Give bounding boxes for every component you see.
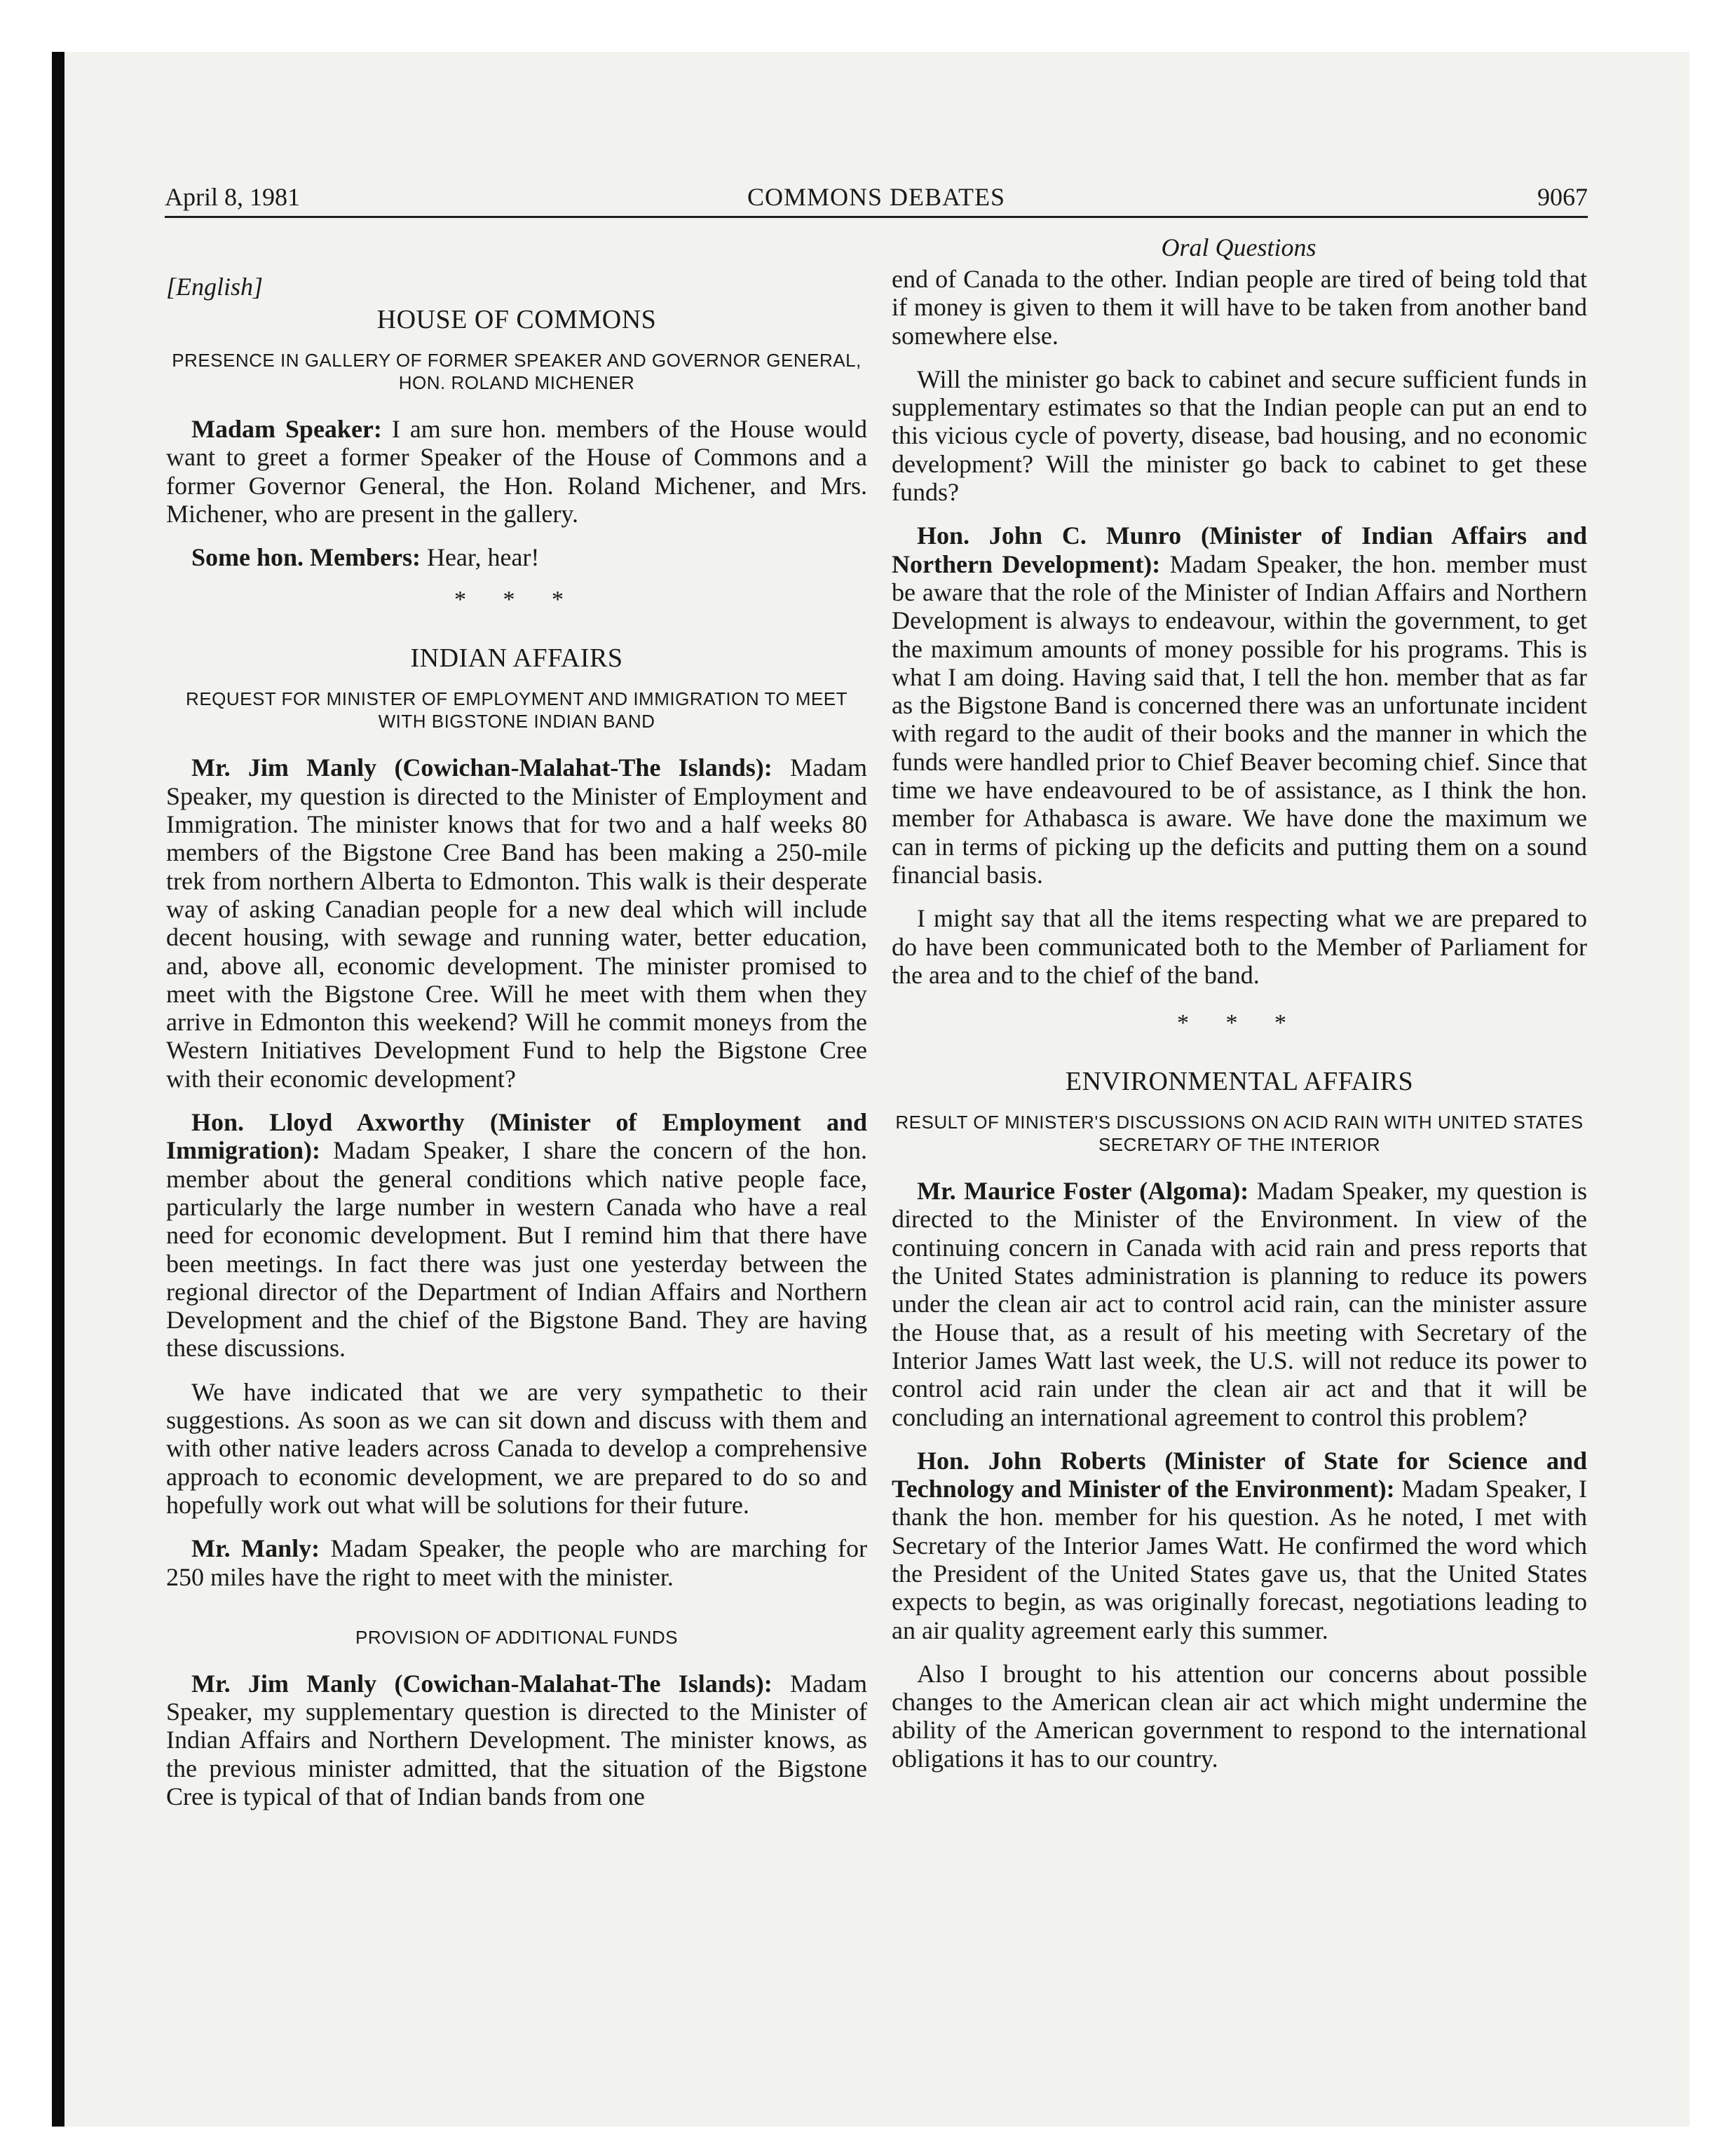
section-title-environmental-affairs: ENVIRONMENTAL AFFAIRS [1065,1067,1414,1097]
section-separator: * * * [1177,1010,1302,1037]
paragraph [892,1447,1587,1644]
speech-text: Madam Speaker, I share the concern of the hon. member about the general conditions which native people face, particularly the large number in western Canada who have a real need for economic development. But I remind him that there have been meetings. In fact there was just one yesterday between the regional director of the Department of Indian Affairs and Northern Development and the chief of the Bigstone Band. They are having these discussions. [166,1136,867,1363]
paragraph: Also I brought to his attention our concerns about possible changes to the American clean air act which might undermine the ability of the American government to respond to the international obligations it has to our country. [892,1659,1587,1773]
paragraph: end of Canada to the other. Indian people are tired of being told that if money is given to them it will have to be taken from another band somewhere else. [892,265,1587,350]
speaker-name: Some hon. Members: [191,543,421,572]
paragraph [166,1534,867,1591]
speaker-name: Hon. Lloyd Axworthy (Minister of Employment and Immigration): [166,1108,867,1165]
speaker-name: Mr. Manly: [191,1534,320,1563]
paragraph [166,1108,867,1363]
paragraph [166,415,867,528]
header-date: April 8, 1981 [165,183,300,211]
speaker-name: Mr. Maurice Foster (Algoma): [917,1177,1249,1206]
running-head: Oral Questions [1161,233,1316,261]
speaker-name: Hon. John C. Munro (Minister of Indian Affairs and Northern Development): [892,521,1587,578]
speech-text: Madam Speaker, my question is directed to the Minister of Employment and Immigration. The minister knows that for two and a half weeks 80 members of the Bigstone Cree Band has been making a 250-mile trek from northern Alberta to Edmonton. This walk is their desperate way of asking Canadian people for a new deal which will include decent housing, with sewage and running water, better education, and, above all, economic development. The minister promised to meet with the Bigstone Cree. Will he meet with them when they arrive in Edmonton this weekend? Will he commit moneys from the Western Initiatives Development Fund to help the Bigstone Cree with their economic development? [166,753,868,1093]
speaker-name: Madam Speaker: [191,415,382,443]
speech-text: Hear, hear! [420,543,540,572]
section-separator: * * * [454,587,579,613]
section-title-indian-affairs: INDIAN AFFAIRS [410,643,623,674]
section-subtitle-acid-rain: RESULT OF MINISTER'S DISCUSSIONS ON ACID RAIN WITH UNITED STATES SECRETARY OF THE INTERIOR [895,1112,1584,1156]
speaker-name: Mr. Jim Manly (Cowichan-Malahat-The Islands): [191,753,773,782]
speaker-name: Mr. Jim Manly (Cowichan-Malahat-The Islands): [191,1669,773,1698]
speech-text: Madam Speaker, the people who are marching for 250 miles have the right to meet with the minister. [166,1534,868,1591]
section-subtitle-gallery: PRESENCE IN GALLERY OF FORMER SPEAKER AND GOVERNOR GENERAL, HON. ROLAND MICHENER [172,350,862,393]
paragraph [892,521,1587,889]
scan-edge-bar [52,52,64,2127]
speech-text: Madam Speaker, the hon. member must be aware that the role of the Minister of Indian Affairs and Northern Development is always to endeavour, within the government, to get the maximum amounts of money possible for his programs. This is what I am doing. Having said that, I tell the hon. member that as far as the Bigstone Band is concerned there was an unfortunate incident with regard to the audit of their books and the manner in which the funds were handled prior to Chief Beaver becoming chief. Since that time we have endeavoured to be of assistance, as I think the hon. member for Athabasca is aware. We have done the maximum we can in terms of picking up the deficits and putting them on a sound financial basis. [892,550,1587,889]
page-header [165,181,1588,218]
speech-text: Madam Speaker, my supplementary question is directed to the Minister of Indian Affairs and Northern Development. The minister knows, as the previous minister admitted, that the situation of the Bigstone Cree is typical of that of Indian bands from one [166,1669,868,1810]
paragraph: We have indicated that we are very sympathetic to their suggestions. As soon as we can sit down and discuss with them and with other native leaders across Canada to develop a comprehensive approach to economic development, we are prepared to do so and hopefully work out what will be solutions for their future. [166,1377,867,1519]
paragraph [892,1177,1587,1431]
paragraph [166,1670,867,1810]
paragraph: Will the minister go back to cabinet and secure sufficient funds in supplementary estimates so that the Indian people can put an end to this vicious cycle of poverty, disease, bad housing, and no economic development? Will the minister go back to cabinet to get these funds? [892,364,1587,507]
right-column [892,265,1587,1788]
paragraph: I might say that all the items respecting what we are prepared to do have been communicated both to the Member of Parliament for the area and to the chief of the band. [892,904,1587,989]
speech-text: Madam Speaker, I thank the hon. member for his question. As he noted, I met with Secretary of the Interior James Watt. He confirmed the word which the President of the United States gave us, that the United States expects to begin, as was originally forecast, negotiations leading to an air quality agreement early this summer. [892,1475,1588,1644]
section-subtitle-bigstone: REQUEST FOR MINISTER OF EMPLOYMENT AND IMMIGRATION TO MEET WITH BIGSTONE INDIAN BAND [186,688,848,732]
language-tag: [English] [166,273,264,301]
left-column [166,265,867,1826]
speech-text: I am sure hon. members of the House would want to greet a former Speaker of the House of Commons and a former Governor General, the Hon. Roland Michener, and Mrs. Michener, who are present in the gallery. [166,415,868,528]
paragraph [166,753,867,1093]
header-title: COMMONS DEBATES [747,183,1006,211]
section-subtitle-additional-funds: PROVISION OF ADDITIONAL FUNDS [355,1626,678,1648]
page-number: 9067 [1537,183,1588,211]
section-title-house-of-commons: HOUSE OF COMMONS [376,305,657,334]
speech-text: Madam Speaker, my question is directed to the Minister of the Environment. In view of the continuing concern in Canada with acid rain and press reports that the United States administration is planning to reduce its powers under the clean air act to control acid rain, can the minister assure the House that, as a result of his meeting with Secretary of the Interior James Watt last week, the U.S. will not reduce its power to control acid rain under the clean air act and that it will be concluding an international agreement to control this problem? [892,1177,1587,1431]
paragraph [166,543,867,571]
speaker-name: Hon. John Roberts (Minister of State for Science and Technology and Minister of the Environment): [892,1446,1587,1503]
